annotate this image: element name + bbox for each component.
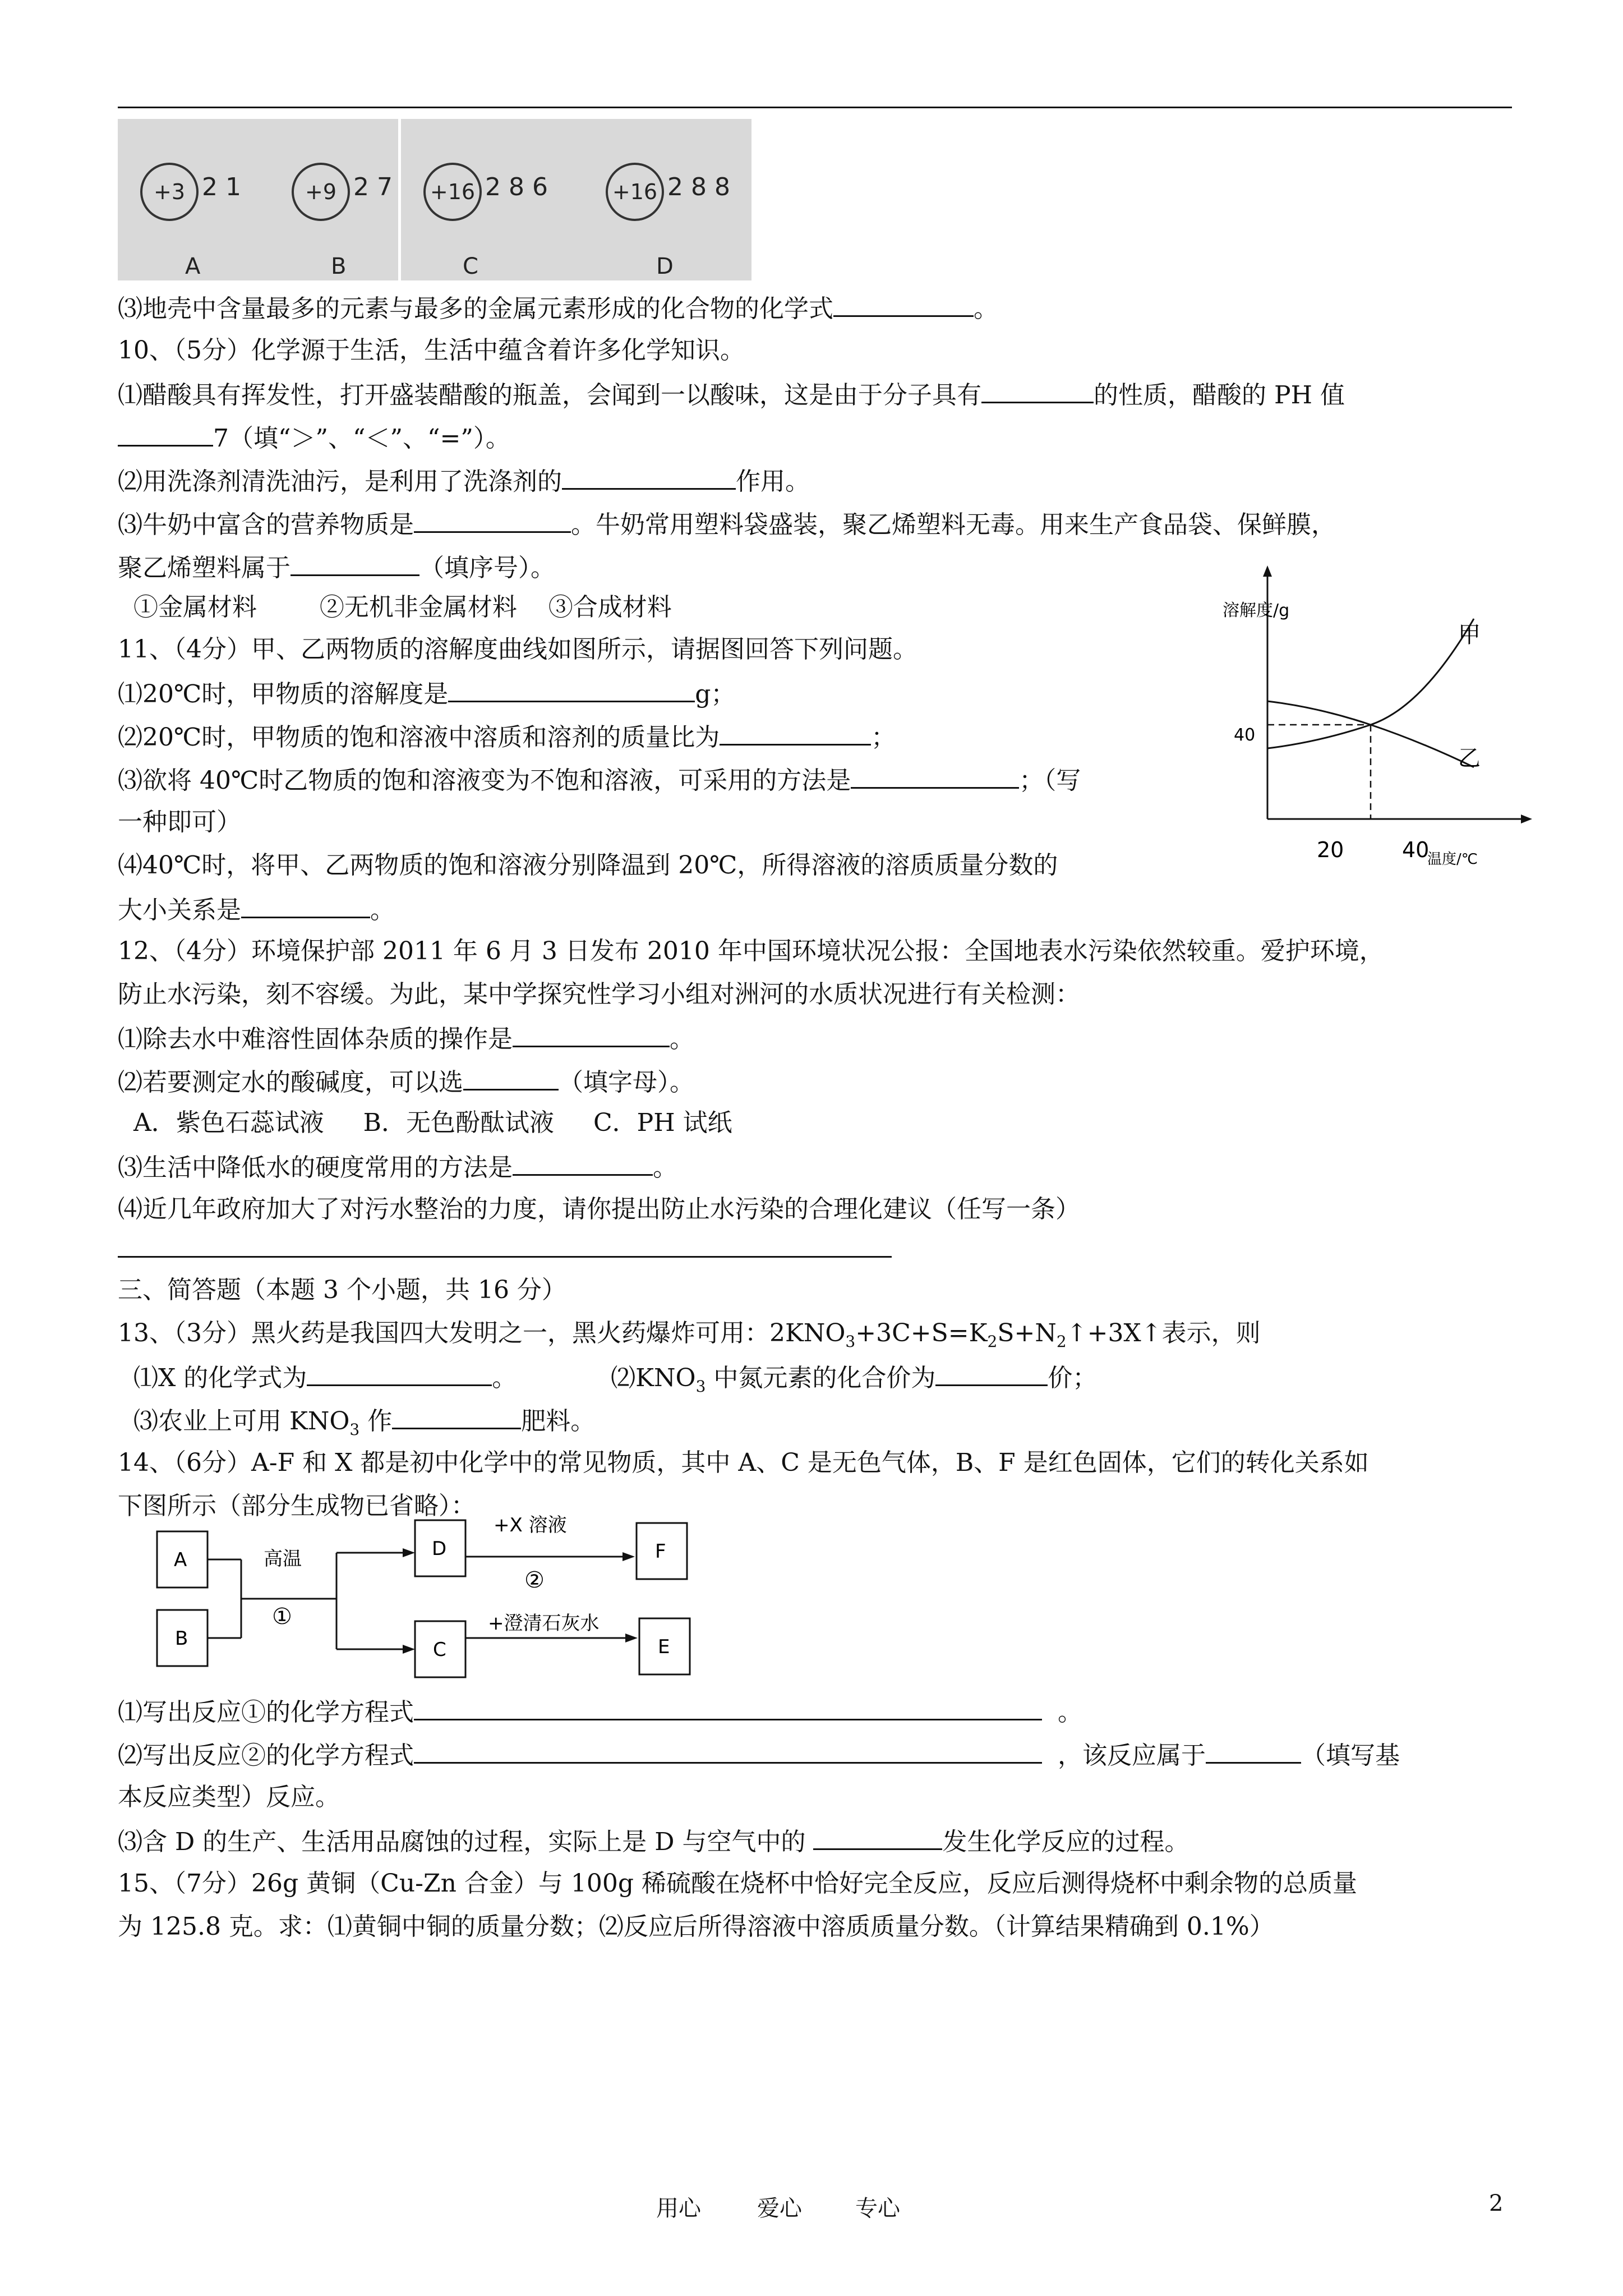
answer-blank[interactable]: [463, 1064, 559, 1091]
y-axis-label: 溶解度/g: [1223, 601, 1290, 620]
atom-a: [129, 141, 297, 279]
atom-label: B: [331, 254, 347, 279]
series-label-yi: 乙: [1458, 746, 1481, 771]
answer-blank[interactable]: [562, 463, 736, 490]
q11-part4-cont: 大小关系是 。: [118, 892, 395, 927]
q14-part3: ⑶含 D 的生产、生活用品腐蚀的过程，实际上是 D 与空气中的 发生化学反应的过程。: [118, 1824, 1189, 1859]
answer-blank[interactable]: [513, 1149, 653, 1176]
nucleus: +16: [423, 163, 482, 221]
series-label-jia: 甲: [1458, 622, 1481, 648]
atom-label: C: [463, 254, 478, 279]
q14-part2-cont: 本反应类型）反应。: [118, 1783, 340, 1811]
q13-title: 13、（3分）黑火药是我国四大发明之一，黑火药爆炸可用：$2KNO_3+3C+S=K_2S+N_2↑+3X↑$表示，则: [118, 1319, 1261, 1351]
solubility-chart: [1223, 561, 1537, 875]
q11-part3: ⑶欲将 40℃时乙物质的饱和溶液变为不饱和溶液，可采用的方法是 ；（写: [118, 762, 1081, 798]
electron-shells: 27: [353, 173, 400, 201]
answer-blank[interactable]: [118, 1231, 892, 1258]
condition-3: +澄清石灰水: [488, 1612, 600, 1635]
q11-part4: ⑷40℃时，将甲、乙两物质的饱和溶液分别降温到 20℃，所得溶液的溶质质量分数的: [118, 851, 1058, 880]
nucleus: +9: [292, 163, 350, 221]
q14-part2: ⑵写出反应②的化学方程式 ，该反应属于 （填写基: [118, 1737, 1400, 1773]
arrowhead: [403, 1548, 415, 1557]
answer-blank[interactable]: [1206, 1737, 1301, 1764]
q10-part3: ⑶牛奶中富含的营养物质是 。牛奶常用塑料袋盛装，聚乙烯塑料无毒。用来生产食品袋、保鲜膜，: [118, 507, 1336, 542]
box-e-label: E: [658, 1636, 670, 1658]
condition-1: 高温: [264, 1548, 302, 1570]
page-number: 2: [1489, 2191, 1504, 2216]
q15-title: 15、（7分）26g 黄铜（Cu-Zn 合金）与 100g 稀硫酸在烧杯中恰好完全反应，反应后测得烧杯中剩余物的总质量: [118, 1869, 1358, 1898]
answer-blank[interactable]: [307, 1360, 492, 1386]
answer-blank[interactable]: [414, 507, 571, 533]
q10-part3-cont: 聚乙烯塑料属于 （填序号）。: [118, 550, 555, 585]
q10-part1: ⑴醋酸具有挥发性，打开盛装醋酸的瓶盖，会闻到一以酸味，这是由于分子具有 的性质，醋酸的 PH 值: [118, 377, 1345, 412]
electron-shells: 288: [667, 173, 738, 201]
answer-blank[interactable]: [291, 550, 419, 576]
q13-part3: ⑶农业上可用 $KNO_3$ 作 肥料。: [118, 1403, 595, 1447]
reaction-number-2: ②: [524, 1567, 545, 1593]
x-tick-label: 40: [1402, 838, 1430, 862]
q11-part2: ⑵20℃时，甲物质的饱和溶液中溶质和溶剂的质量比为 ；: [118, 719, 896, 754]
answer-blank[interactable]: [935, 1360, 1048, 1386]
q10-part2: ⑵用洗涤剂清洗油污，是利用了洗涤剂的 作用。: [118, 463, 810, 499]
x-axis-arrow: [1521, 815, 1532, 823]
header-rule: [118, 107, 1512, 108]
answer-blank[interactable]: [813, 1824, 942, 1850]
electron-shells: 21: [202, 173, 249, 201]
q14-title-cont: 下图所示（部分生成物已省略）：: [118, 1492, 476, 1520]
series-line-yi: [1267, 701, 1474, 767]
q12-part1: ⑴除去水中难溶性固体杂质的操作是 。: [118, 1021, 694, 1056]
q12-part4: ⑷近几年政府加大了对污水整治的力度，请你提出防止水污染的合理化建议（任写一条）: [118, 1195, 1080, 1223]
box-d-label: D: [432, 1538, 447, 1560]
answer-blank[interactable]: [448, 676, 695, 702]
q11-part3-cont: 一种即可）: [118, 808, 241, 836]
answer-blank[interactable]: [513, 1021, 670, 1047]
nucleus: +16: [606, 163, 664, 221]
q10-title: 10、（5分）化学源于生活，生活中蕴含着许多化学知识。: [118, 336, 745, 365]
answer-blank[interactable]: [981, 377, 1094, 403]
answer-blank[interactable]: [833, 291, 974, 317]
answer-blank[interactable]: [720, 719, 871, 746]
q12-title-cont: 防止水污染，刻不容缓。为此，某中学探究性学习小组对洲河的水质状况进行有关检测：: [118, 980, 1080, 1009]
q9-part3: ⑶地壳中含量最多的元素与最多的金属元素形成的化合物的化学式 。: [118, 291, 998, 326]
answer-blank[interactable]: [851, 762, 1019, 789]
footer-motto-3: 专心: [855, 2196, 900, 2221]
answer-blank[interactable]: [118, 420, 213, 447]
q11-title: 11、（4分）甲、乙两物质的溶解度曲线如图所示，请据图回答下列问题。: [118, 635, 917, 664]
y-axis-arrow: [1263, 565, 1272, 577]
arrowhead: [625, 1634, 638, 1642]
conversion-diagram: [151, 1503, 712, 1683]
x-axis-label: 温度/℃: [1427, 851, 1478, 868]
q12-part3: ⑶生活中降低水的硬度常用的方法是 。: [118, 1149, 677, 1185]
atom-label: D: [656, 254, 674, 279]
atom-label: A: [185, 254, 201, 279]
x-tick-label: 20: [1317, 838, 1344, 862]
q12-options: A．紫色石蕊试液 B．无色酚酞试液 C．PH 试纸: [118, 1108, 732, 1137]
box-c-label: C: [433, 1639, 446, 1661]
q12-part2: ⑵若要测定水的酸碱度，可以选 （填字母）。: [118, 1064, 694, 1099]
footer-motto-1: 用心: [656, 2196, 701, 2221]
arrowhead: [623, 1552, 635, 1561]
q10-options: ①金属材料 ②无机非金属材料 ③合成材料: [118, 593, 672, 622]
arrowhead: [403, 1645, 415, 1654]
box-a-label: A: [174, 1549, 187, 1571]
q14-part1: ⑴写出反应①的化学方程式 。: [118, 1694, 1082, 1729]
section3-title: 三、简答题（本题 3 个小题，共 16 分）: [118, 1276, 566, 1304]
box-f-label: F: [655, 1540, 666, 1563]
answer-blank[interactable]: [414, 1694, 1042, 1720]
box-b-label: B: [175, 1627, 188, 1650]
condition-2: +X 溶液: [494, 1514, 567, 1536]
y-tick-label: 40: [1234, 725, 1256, 745]
nucleus: +3: [140, 163, 199, 221]
q12-part4-blank: [118, 1231, 892, 1267]
q11-part1: ⑴20℃时，甲物质的溶解度是 g；: [118, 676, 735, 711]
q12-title: 12、（4分）环境保护部 2011 年 6 月 3 日发布 2010 年中国环境状况公报：全国地表水污染依然较重。爱护环境，: [118, 937, 1384, 965]
q14-title: 14、（6分）A-F 和 X 都是初中化学中的常见物质，其中 A、C 是无色气体，B、F 是红色固体，它们的转化关系如: [118, 1448, 1369, 1477]
q10-part1-cont: 7（填“＞”、“＜”、“=”）。: [118, 420, 510, 455]
reaction-number-1: ①: [272, 1604, 292, 1630]
q15-title-cont: 为 125.8 克。求：⑴黄铜中铜的质量分数；⑵反应后所得溶液中溶质质量分数。（计算结果精确到 0.1%）: [118, 1912, 1274, 1941]
atom-d: [594, 141, 763, 279]
answer-blank[interactable]: [392, 1403, 521, 1429]
q13-part1-2: ⑴X 的化学式为 。 $⑵KNO_3$ 中氮元素的化合价为 价；: [118, 1360, 1097, 1404]
answer-blank[interactable]: [414, 1737, 1042, 1764]
footer-motto-2: 爱心: [757, 2196, 802, 2221]
atom-c: [412, 141, 580, 279]
answer-blank[interactable]: [241, 892, 370, 918]
electron-shells: 286: [485, 173, 556, 201]
